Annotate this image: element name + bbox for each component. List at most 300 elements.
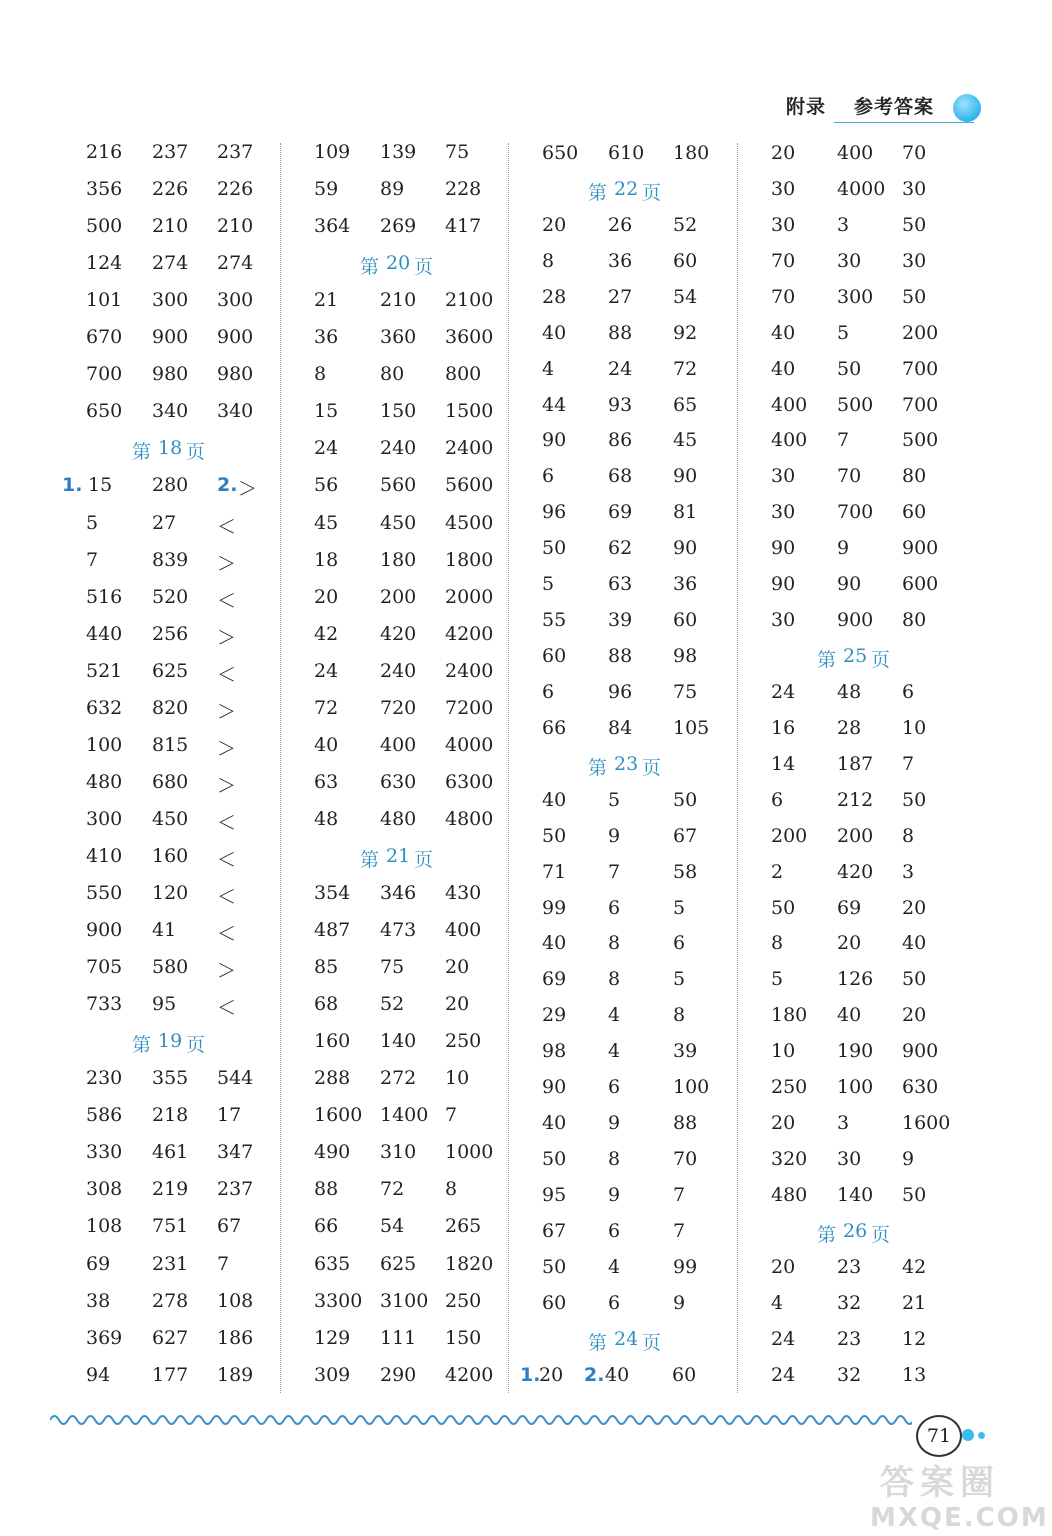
answer-cell: 216	[86, 141, 123, 163]
answer-cell: 28	[542, 285, 567, 308]
answer-cell: 521	[86, 659, 123, 682]
answer-cell: 400	[837, 142, 874, 164]
answer-row	[542, 1184, 762, 1214]
answer-cell: 150	[445, 1326, 482, 1349]
page-section-heading	[86, 1030, 306, 1060]
answer-cell: 8	[608, 968, 621, 991]
answer-cell: ＜	[217, 923, 237, 946]
answer-row	[86, 1067, 306, 1097]
answer-row	[771, 1076, 991, 1106]
answer-cell: 237	[217, 1178, 254, 1201]
answer-cell: 490	[314, 1141, 351, 1164]
answer-row	[314, 1104, 534, 1134]
answer-cell: 630	[902, 1076, 939, 1099]
answer-cell: 50	[542, 537, 567, 560]
answer-cell: 4	[771, 1291, 784, 1314]
answer-cell: 90	[771, 537, 796, 560]
answer-cell: 120	[152, 882, 189, 904]
answer-cell: 354	[314, 882, 351, 904]
header-underline	[834, 122, 974, 123]
answer-row	[314, 289, 534, 319]
answer-cell: 9	[837, 537, 850, 560]
answer-cell: 5	[771, 968, 784, 991]
answer-row	[542, 1004, 762, 1034]
answer-row	[771, 1364, 991, 1394]
answer-cell: 420	[837, 860, 874, 883]
answer-cell: 39	[608, 609, 633, 632]
answer-row	[86, 771, 306, 801]
answer-cell: 7	[445, 1104, 458, 1127]
answer-row	[771, 394, 991, 424]
answer-row	[771, 681, 991, 711]
answer-cell: 101	[86, 289, 123, 312]
answer-cell: 108	[217, 1289, 254, 1312]
answer-cell: 8	[673, 1004, 686, 1027]
answer-row	[86, 1178, 306, 1208]
answer-row	[314, 623, 534, 653]
answer-row	[771, 1328, 991, 1358]
section-heading-post: 页	[414, 848, 434, 871]
question-number: 1.	[520, 1363, 541, 1386]
answer-row	[314, 734, 534, 764]
answer-cell: 410	[86, 844, 123, 867]
answer-cell: 50	[902, 968, 927, 991]
answer-cell: 72	[380, 1178, 405, 1201]
answer-cell: 67	[673, 824, 698, 847]
answer-row	[771, 897, 991, 927]
answer-cell: 4	[608, 1040, 621, 1063]
answer-cell: 40	[542, 1112, 567, 1135]
answer-row	[542, 537, 762, 567]
answer-cell: 2100	[445, 289, 494, 312]
answer-cell: 2000	[445, 585, 494, 608]
answer-cell: 95	[542, 1183, 567, 1206]
section-heading-num: 20	[386, 252, 411, 275]
answer-cell: 93	[608, 393, 633, 416]
answer-cell: 90	[542, 1076, 567, 1099]
answer-cell: ＞	[217, 774, 237, 797]
answer-cell: 346	[380, 882, 417, 904]
answer-cell: 450	[152, 807, 189, 830]
answer-cell: 237	[217, 141, 254, 163]
answer-row	[314, 993, 534, 1023]
answer-row	[314, 1290, 534, 1320]
answer-cell: 200	[771, 824, 808, 847]
answer-cell: 6	[608, 1291, 621, 1314]
answer-row	[542, 645, 762, 675]
answer-cell: 800	[445, 363, 482, 386]
answer-row	[771, 214, 991, 244]
answer-row	[771, 573, 991, 603]
answer-cell: 900	[86, 919, 123, 942]
answer-cell: 400	[380, 733, 417, 756]
answer-cell: 20	[445, 956, 470, 979]
answer-cell: 237	[152, 141, 189, 163]
section-heading-num: 25	[843, 645, 868, 668]
answer-cell: 80	[902, 609, 927, 632]
answer-cell: 450	[380, 511, 417, 534]
answer-row	[314, 215, 534, 245]
answer-row	[771, 1004, 991, 1034]
answer-cell: 63	[314, 770, 339, 793]
answer-cell: 8	[608, 932, 621, 955]
answer-cell: 250	[445, 1030, 482, 1053]
section-heading-pre: 第	[588, 181, 608, 204]
answer-cell: 21	[902, 1291, 927, 1314]
answer-row	[542, 358, 762, 388]
answer-cell: 420	[380, 622, 417, 645]
answer-cell: 90	[673, 465, 698, 488]
answer-row	[314, 549, 534, 579]
answer-cell: 210	[217, 215, 254, 238]
answer-cell: 30	[902, 249, 927, 272]
answer-cell: 98	[542, 1040, 567, 1063]
answer-cell: 50	[902, 285, 927, 308]
answer-cell: 900	[152, 326, 189, 349]
answer-cell: 900	[902, 1040, 939, 1063]
answer-cell: 20	[771, 1255, 796, 1278]
answer-cell: 96	[608, 680, 633, 703]
answer-cell: 129	[314, 1326, 351, 1349]
answer-cell: 32	[837, 1363, 862, 1386]
page-number: 71	[916, 1415, 962, 1457]
answer-cell: 75	[673, 680, 698, 703]
answer-cell: 92	[673, 321, 698, 344]
section-heading-pre: 第	[132, 441, 152, 464]
answer-row	[86, 1253, 306, 1283]
answer-cell: 24	[608, 357, 633, 380]
answer-cell: 160	[314, 1030, 351, 1053]
answer-cell: 150	[380, 400, 417, 423]
answer-cell: 6	[608, 1076, 621, 1099]
section-heading-pre: 第	[360, 256, 380, 279]
answer-cell: 66	[314, 1215, 339, 1238]
answer-cell: 56	[314, 474, 339, 497]
answer-cell: 70	[837, 465, 862, 488]
answer-cell: 3600	[445, 326, 494, 349]
answer-row	[314, 1364, 534, 1394]
answer-row	[542, 968, 762, 998]
answer-cell: 30	[771, 465, 796, 488]
answer-cell: 8	[902, 824, 915, 847]
answer-row	[86, 400, 306, 430]
answer-cell: 625	[152, 659, 189, 682]
answer-cell: 70	[673, 1148, 698, 1171]
answer-cell: 3	[837, 1112, 850, 1135]
answer-cell: 705	[86, 956, 123, 979]
answer-cell: 7	[608, 860, 621, 883]
answer-cell: 7	[86, 548, 99, 571]
answer-cell: 900	[902, 537, 939, 560]
page-number-dot	[962, 1429, 974, 1441]
answer-row	[314, 1327, 534, 1357]
answer-cell: 20	[771, 1112, 796, 1135]
answer-cell: 625	[380, 1252, 417, 1275]
answer-cell: 7	[673, 1183, 686, 1206]
answer-row	[86, 660, 306, 690]
answer-cell: 240	[380, 659, 417, 682]
answer-cell: 180	[673, 142, 710, 164]
answer-cell: 70	[902, 142, 927, 164]
answer-cell: 177	[152, 1363, 189, 1386]
answer-cell: 278	[152, 1289, 189, 1312]
answer-cell: 340	[217, 400, 254, 423]
answer-cell: 5	[86, 511, 99, 534]
answer-row	[314, 437, 534, 467]
answer-cell: 355	[152, 1067, 189, 1090]
answer-cell: 180	[771, 1004, 808, 1027]
answer-row	[771, 1184, 991, 1214]
column-divider	[508, 143, 509, 1393]
answer-cell: 58	[673, 860, 698, 883]
answer-cell: 1400	[380, 1104, 429, 1127]
answer-cell: 20	[902, 1004, 927, 1027]
answer-cell: 9	[673, 1291, 686, 1314]
answer-row	[86, 215, 306, 245]
answer-cell: 36	[608, 249, 633, 272]
answer-row	[771, 789, 991, 819]
answer-cell: 1500	[445, 400, 494, 423]
answer-cell: 300	[152, 289, 189, 312]
answer-cell: 473	[380, 919, 417, 942]
answer-row	[771, 501, 991, 531]
answer-cell: 3100	[380, 1289, 429, 1312]
answer-cell: 2400	[445, 659, 494, 682]
answer-row	[314, 808, 534, 838]
answer-cell: 226	[152, 178, 189, 201]
answer-row	[86, 919, 306, 949]
answer-row	[314, 400, 534, 430]
answer-cell: 6	[771, 788, 784, 811]
answer-cell: 15	[88, 474, 113, 497]
answer-cell: 67	[542, 1219, 567, 1242]
answer-cell: 13	[902, 1363, 927, 1386]
answer-cell: 100	[837, 1076, 874, 1099]
answer-cell: 8	[542, 249, 555, 272]
answer-cell: 265	[445, 1215, 482, 1238]
answer-row	[314, 956, 534, 986]
answer-cell: 6	[673, 932, 686, 955]
answer-cell: 160	[152, 844, 189, 867]
answer-row	[542, 1256, 762, 1286]
answer-cell: 516	[86, 585, 123, 608]
answer-cell: 4000	[445, 733, 494, 756]
answer-cell: ＜	[217, 663, 237, 686]
section-heading-pre: 第	[817, 1223, 837, 1246]
answer-cell: ＜	[217, 515, 237, 538]
answer-cell: 274	[152, 252, 189, 275]
answer-cell: 12	[902, 1327, 927, 1350]
answer-cell: 69	[608, 501, 633, 524]
answer-cell: 40	[605, 1363, 630, 1386]
answer-cell: ＜	[217, 886, 237, 908]
answer-cell: 99	[542, 896, 567, 919]
answer-title: 参考答案	[854, 96, 935, 118]
answer-cell: 250	[771, 1076, 808, 1099]
answer-cell: 9	[608, 1112, 621, 1135]
answer-cell: 5600	[445, 474, 494, 497]
answer-cell: 50	[771, 896, 796, 919]
answer-cell: 5	[673, 968, 686, 991]
answer-row	[542, 465, 762, 495]
section-heading-pre: 第	[588, 1331, 608, 1354]
answer-cell: 369	[86, 1326, 123, 1349]
answer-cell: 1600	[314, 1104, 363, 1127]
answer-cell: 10	[445, 1067, 470, 1090]
answer-cell: 231	[152, 1252, 189, 1275]
answer-cell: 30	[837, 249, 862, 272]
answer-cell: 88	[608, 321, 633, 344]
answer-row	[771, 178, 991, 208]
answer-cell: 256	[152, 622, 189, 645]
answer-cell: 1820	[445, 1252, 494, 1275]
answer-cell: 15	[314, 400, 339, 423]
section-heading-num: 18	[158, 437, 183, 460]
answer-cell: 10	[771, 1040, 796, 1063]
answer-cell: 340	[152, 400, 189, 423]
answer-row	[62, 474, 306, 504]
answer-cell: 600	[902, 573, 939, 596]
answer-cell: 700	[902, 357, 939, 380]
answer-cell: 52	[673, 213, 698, 236]
answer-cell: 94	[86, 1363, 111, 1386]
answer-row	[771, 1256, 991, 1286]
answer-row	[542, 1112, 762, 1142]
answer-row	[86, 697, 306, 727]
answer-cell: 30	[837, 1148, 862, 1171]
answer-cell: 86	[608, 429, 633, 452]
section-heading-num: 19	[158, 1030, 183, 1053]
answer-cell: 90	[673, 537, 698, 560]
answer-cell: 39	[673, 1040, 698, 1063]
header-decor-circle	[953, 94, 981, 122]
answer-cell: 99	[673, 1255, 698, 1278]
answer-cell: ＜	[217, 589, 237, 612]
answer-cell: 330	[86, 1141, 123, 1164]
page-section-heading	[314, 845, 534, 875]
answer-cell: 7	[837, 429, 850, 452]
answer-cell: 29	[542, 1004, 567, 1027]
answer-cell: 610	[608, 142, 645, 164]
section-heading-post: 页	[642, 1331, 662, 1354]
answer-cell: 3	[902, 860, 915, 883]
answer-cell: 62	[608, 537, 633, 560]
answer-cell: 9	[902, 1148, 915, 1171]
section-heading-pre: 第	[817, 649, 837, 672]
answer-row	[86, 956, 306, 986]
answer-row	[542, 322, 762, 352]
answer-row	[771, 968, 991, 998]
answer-cell: 700	[837, 501, 874, 524]
answer-cell: ＞	[217, 700, 237, 723]
answer-cell: 4200	[445, 1363, 494, 1386]
answer-cell: 5	[608, 788, 621, 811]
answer-row	[542, 214, 762, 244]
answer-row	[86, 178, 306, 208]
answer-cell: 3300	[314, 1289, 363, 1312]
answer-cell: 630	[380, 770, 417, 793]
answer-row	[314, 771, 534, 801]
answer-row	[771, 753, 991, 783]
question-number: 1.	[62, 474, 83, 497]
answer-cell: 290	[380, 1363, 417, 1386]
answer-cell: 980	[217, 363, 254, 386]
answer-cell: 240	[380, 437, 417, 460]
column-divider	[280, 143, 281, 1393]
answer-cell: 70	[771, 285, 796, 308]
answer-cell: 288	[314, 1067, 351, 1090]
answer-cell: 40	[771, 357, 796, 380]
answer-cell: 52	[380, 993, 405, 1016]
answer-cell: 66	[542, 716, 567, 739]
answer-cell: 200	[902, 321, 939, 344]
answer-cell: 1600	[902, 1112, 951, 1135]
answer-cell: 98	[673, 645, 698, 668]
answer-row	[542, 429, 762, 459]
answer-cell: 980	[152, 363, 189, 386]
section-heading-post: 页	[871, 649, 891, 672]
answer-row	[771, 465, 991, 495]
answer-cell: 90	[837, 573, 862, 596]
answer-cell: 309	[314, 1363, 351, 1386]
answer-cell: 126	[837, 968, 874, 991]
answer-cell: 8	[608, 1148, 621, 1171]
answer-row	[542, 932, 762, 962]
section-heading-post: 页	[642, 756, 662, 779]
answer-cell: 300	[86, 807, 123, 830]
answer-row	[86, 993, 306, 1023]
answer-cell: 88	[673, 1112, 698, 1135]
answer-cell: 17	[217, 1104, 242, 1127]
answer-cell: 65	[673, 393, 698, 416]
question-number: 2.	[584, 1363, 605, 1386]
answer-cell: 68	[314, 993, 339, 1016]
answer-row	[542, 1148, 762, 1178]
answer-cell: 2	[771, 860, 784, 883]
question-number: 2.	[217, 474, 238, 497]
answer-cell: 520	[152, 585, 189, 608]
answer-cell: 356	[86, 178, 123, 201]
answer-cell: 8	[771, 932, 784, 955]
answer-row	[86, 845, 306, 875]
answer-row	[771, 286, 991, 316]
answer-cell: 461	[152, 1141, 189, 1164]
answer-cell: 45	[314, 511, 339, 534]
answer-cell: 586	[86, 1104, 123, 1127]
answer-cell: 41	[152, 919, 177, 942]
answer-row	[86, 882, 306, 912]
answer-cell: 50	[837, 357, 862, 380]
answer-cell: ＜	[217, 997, 237, 1020]
answer-cell: 733	[86, 993, 123, 1016]
answer-cell: 124	[86, 252, 123, 275]
answer-row	[314, 474, 534, 504]
answer-cell: 3	[837, 213, 850, 236]
section-heading-num: 22	[614, 177, 639, 200]
answer-row	[314, 1067, 534, 1097]
answer-cell: 839	[152, 548, 189, 571]
answer-row	[314, 882, 534, 912]
answer-cell: 250	[445, 1289, 482, 1312]
answer-cell: 40	[902, 932, 927, 955]
answer-cell: 400	[771, 393, 808, 416]
answer-cell: 30	[771, 213, 796, 236]
answer-cell: 60	[542, 1291, 567, 1314]
section-heading-post: 页	[186, 441, 206, 464]
section-heading-post: 页	[186, 1034, 206, 1057]
answer-row	[542, 825, 762, 855]
answer-cell: 230	[86, 1067, 123, 1090]
